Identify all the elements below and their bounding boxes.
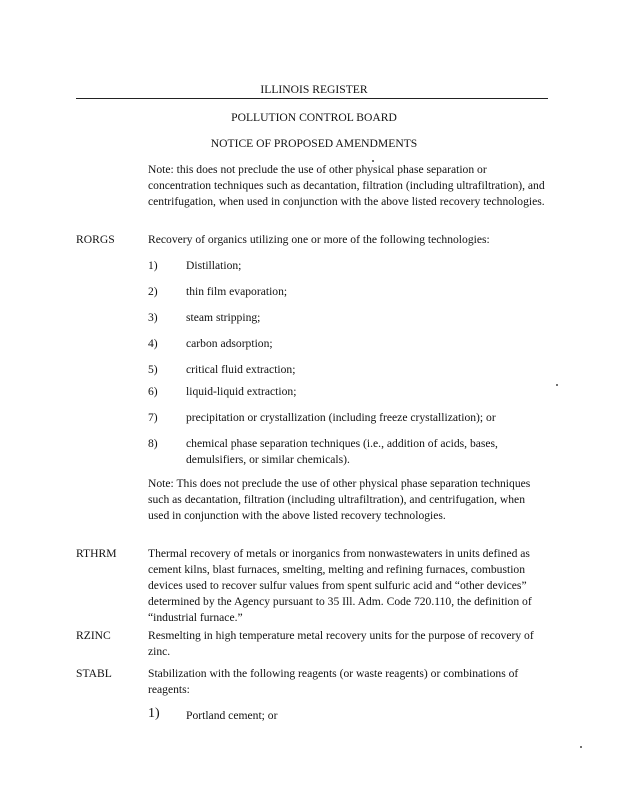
scan-speck (372, 160, 374, 162)
list-item-number: 8) (148, 437, 158, 450)
scan-speck (556, 384, 558, 386)
board-title: POLLUTION CONTROL BOARD (231, 111, 397, 124)
list-item-number: 4) (148, 337, 158, 350)
list-item-text: critical fluid extraction; (186, 363, 296, 376)
list-item-number: 2) (148, 285, 158, 298)
notice-title: NOTICE OF PROPOSED AMENDMENTS (210, 137, 418, 150)
list-item-number: 5) (148, 363, 158, 376)
list-item-text: precipitation or crystallization (including freeze crystallization); or (186, 411, 496, 424)
section-code-rzinc: RZINC (76, 629, 111, 642)
list-item-text: steam stripping; (186, 311, 261, 324)
list-item-text: liquid-liquid extraction; (186, 385, 297, 398)
list-item-number: 3) (148, 311, 158, 324)
section-text-rzinc: Resmelting in high temperature metal recovery units for the purpose of recovery of zinc. (148, 629, 534, 658)
list-item-number: 6) (148, 385, 158, 398)
list-item-text: Portland cement; or (186, 709, 278, 722)
rorgs-note: Note: This does not preclude the use of other physical phase separation techniques such as decantation, filtration (including ultrafiltration), and centrifugation, when used in conjunction with the above listed recovery technologies. (148, 477, 531, 522)
list-item-text: chemical phase separation techniques (i.e., addition of acids, bases, demulsifiers, or similar chemicals). (186, 437, 498, 466)
section-text-rthrm: Thermal recovery of metals or inorganics from nonwastewaters in units defined as cement kilns, blast furnaces, smelting, melting and refining furnaces, combustion devices used to recover sulfur values from spent sulfuric acid and “other devices” determined by the Agency pursuant to 35 Ill. Adm. Code 720.110, the definition of “industrial furnace.” (148, 547, 532, 624)
list-item-number: 1) (148, 706, 160, 721)
section-code-rorgs: RORGS (76, 233, 115, 246)
section-text-stabl: Stabilization with the following reagents (or waste reagents) or combinations of reagents: (148, 667, 519, 696)
section-code-rthrm: RTHRM (76, 547, 117, 560)
register-title: ILLINOIS REGISTER (260, 83, 368, 96)
list-item-text: thin film evaporation; (186, 285, 288, 298)
scan-speck (580, 746, 582, 748)
list-item-text: Distillation; (186, 259, 242, 272)
list-item-number: 1) (148, 259, 158, 272)
list-item-text: carbon adsorption; (186, 337, 273, 350)
section-code-stabl: STABL (76, 667, 112, 680)
list-item-number: 7) (148, 411, 158, 424)
section-text-rorgs: Recovery of organics utilizing one or more of the following technologies: (148, 233, 490, 246)
intro-note: Note: this does not preclude the use of other physical phase separation or concentration techniques such as decantation, filtration (including ultrafiltration), and centrifugation, when used in conjunction with the above listed recovery technologies. (148, 163, 545, 208)
header-rule (76, 98, 548, 99)
